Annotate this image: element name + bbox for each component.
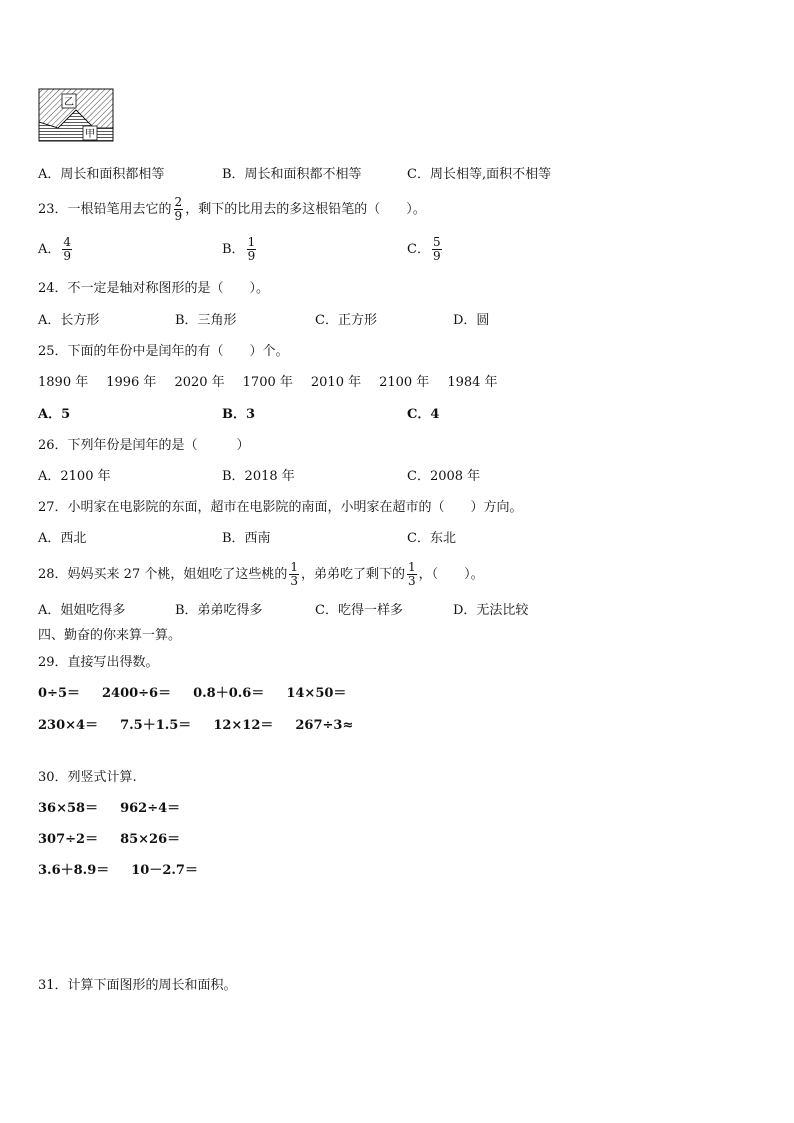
q30-row-2 (38, 832, 202, 848)
q27-question: 27．小明家在电影院的东面，超市在电影院的南面，小明家在超市的（ ）方向。 (38, 500, 523, 515)
calc-item: 230×4＝ (38, 718, 99, 733)
q31-question: 31．计算下面图形的周长和面积。 (38, 978, 237, 993)
q25-option-b: B．3 (222, 407, 256, 422)
calc-item: 10－2.7＝ (131, 863, 198, 878)
year-item: 2100 年 (379, 375, 430, 390)
calc-item: 0÷5＝ (38, 686, 80, 701)
q28-option-a: A．姐姐吃得多 (38, 603, 126, 618)
q29-row-1 (38, 686, 368, 702)
q24-question: 24．不一定是轴对称图形的是（ ）。 (38, 281, 270, 296)
calc-item: 36×58＝ (38, 801, 99, 816)
q28-fraction-1: $\frac{1}{3}$ (290, 560, 298, 588)
calc-item: 85×26＝ (120, 832, 181, 847)
q25-years (38, 375, 520, 391)
shape-figure (38, 88, 114, 142)
calc-item: 962÷4＝ (120, 801, 181, 816)
q30-row-3 (38, 863, 220, 879)
q25-question: 25．下面的年份中是闰年的有（ ）个。 (38, 344, 289, 359)
calc-item: 14×50＝ (286, 686, 347, 701)
q26-option-c: C．2008 年 (407, 469, 481, 484)
q26-option-b: B．2018 年 (222, 469, 295, 484)
q28-option-b: B．弟弟吃得多 (175, 603, 263, 618)
q27-option-a: A．西北 (38, 531, 87, 546)
q26-option-a: A．2100 年 (38, 469, 111, 484)
q28-question: 28．妈妈买来 27 个桃，姐姐吃了这些桃的 $\frac{1}{3}$ ，弟弟吃了剩下的 $\frac{1}{3}$ ，（ ）。 (38, 560, 484, 588)
q25-option-a: A．5 (38, 407, 71, 422)
figure-label-yi: 乙 (64, 97, 74, 108)
q28-option-d: D．无法比较 (453, 603, 529, 618)
q27-option-b: B．西南 (222, 531, 271, 546)
q25-option-c: C．4 (407, 407, 440, 422)
calc-item: 12×12＝ (213, 718, 274, 733)
q29-row-2 (38, 718, 375, 734)
q26-question: 26．下列年份是闰年的是（ ） (38, 438, 250, 453)
q30-row-1 (38, 801, 202, 817)
year-item: 1996 年 (106, 375, 157, 390)
q22-option-a: A．周长和面积都相等 (38, 167, 165, 182)
section-4-title: 四、勤奋的你来算一算。 (38, 628, 182, 643)
q24-option-c: C．正方形 (315, 313, 377, 328)
q23-prefix: 23．一根铅笔用去它的 (38, 202, 172, 217)
calc-item: 307÷2＝ (38, 832, 99, 847)
q23-fraction: $\frac{2}{9}$ (174, 195, 183, 223)
q23-question (38, 196, 426, 223)
year-item: 1700 年 (242, 375, 293, 390)
q23-option-a: A． $\frac{4}{9}$ (38, 235, 72, 263)
q23-option-b: B． $\frac{1}{9}$ (222, 235, 256, 263)
year-item: 2020 年 (174, 375, 225, 390)
figure-label-jia: 甲 (85, 129, 95, 140)
q27-option-c: C．东北 (407, 531, 456, 546)
calc-item: 7.5＋1.5＝ (120, 718, 192, 733)
calc-item: 3.6＋8.9＝ (38, 863, 110, 878)
calc-item: 267÷3≈ (295, 718, 354, 733)
q28-option-c: C．吃得一样多 (315, 603, 403, 618)
q23-suffix: ，剩下的比用去的多这根铅笔的（ ）。 (185, 202, 426, 217)
year-item: 1890 年 (38, 375, 89, 390)
q23-option-c: C． $\frac{5}{9}$ (407, 235, 441, 263)
calc-item: 0.8＋0.6＝ (193, 686, 265, 701)
year-item: 1984 年 (447, 375, 498, 390)
q24-option-b: B．三角形 (175, 313, 237, 328)
q29-question: 29．直接写出得数。 (38, 655, 159, 670)
q24-option-d: D．圆 (453, 313, 490, 328)
q30-question: 30．列竖式计算. (38, 770, 137, 785)
calc-item: 2400÷6＝ (101, 686, 172, 701)
q24-option-a: A．长方形 (38, 313, 100, 328)
q22-option-c: C．周长相等,面积不相等 (407, 167, 552, 182)
q28-fraction-2: $\frac{1}{3}$ (408, 560, 416, 588)
q22-option-b: B．周长和面积都不相等 (222, 167, 362, 182)
year-item: 2010 年 (310, 375, 362, 390)
